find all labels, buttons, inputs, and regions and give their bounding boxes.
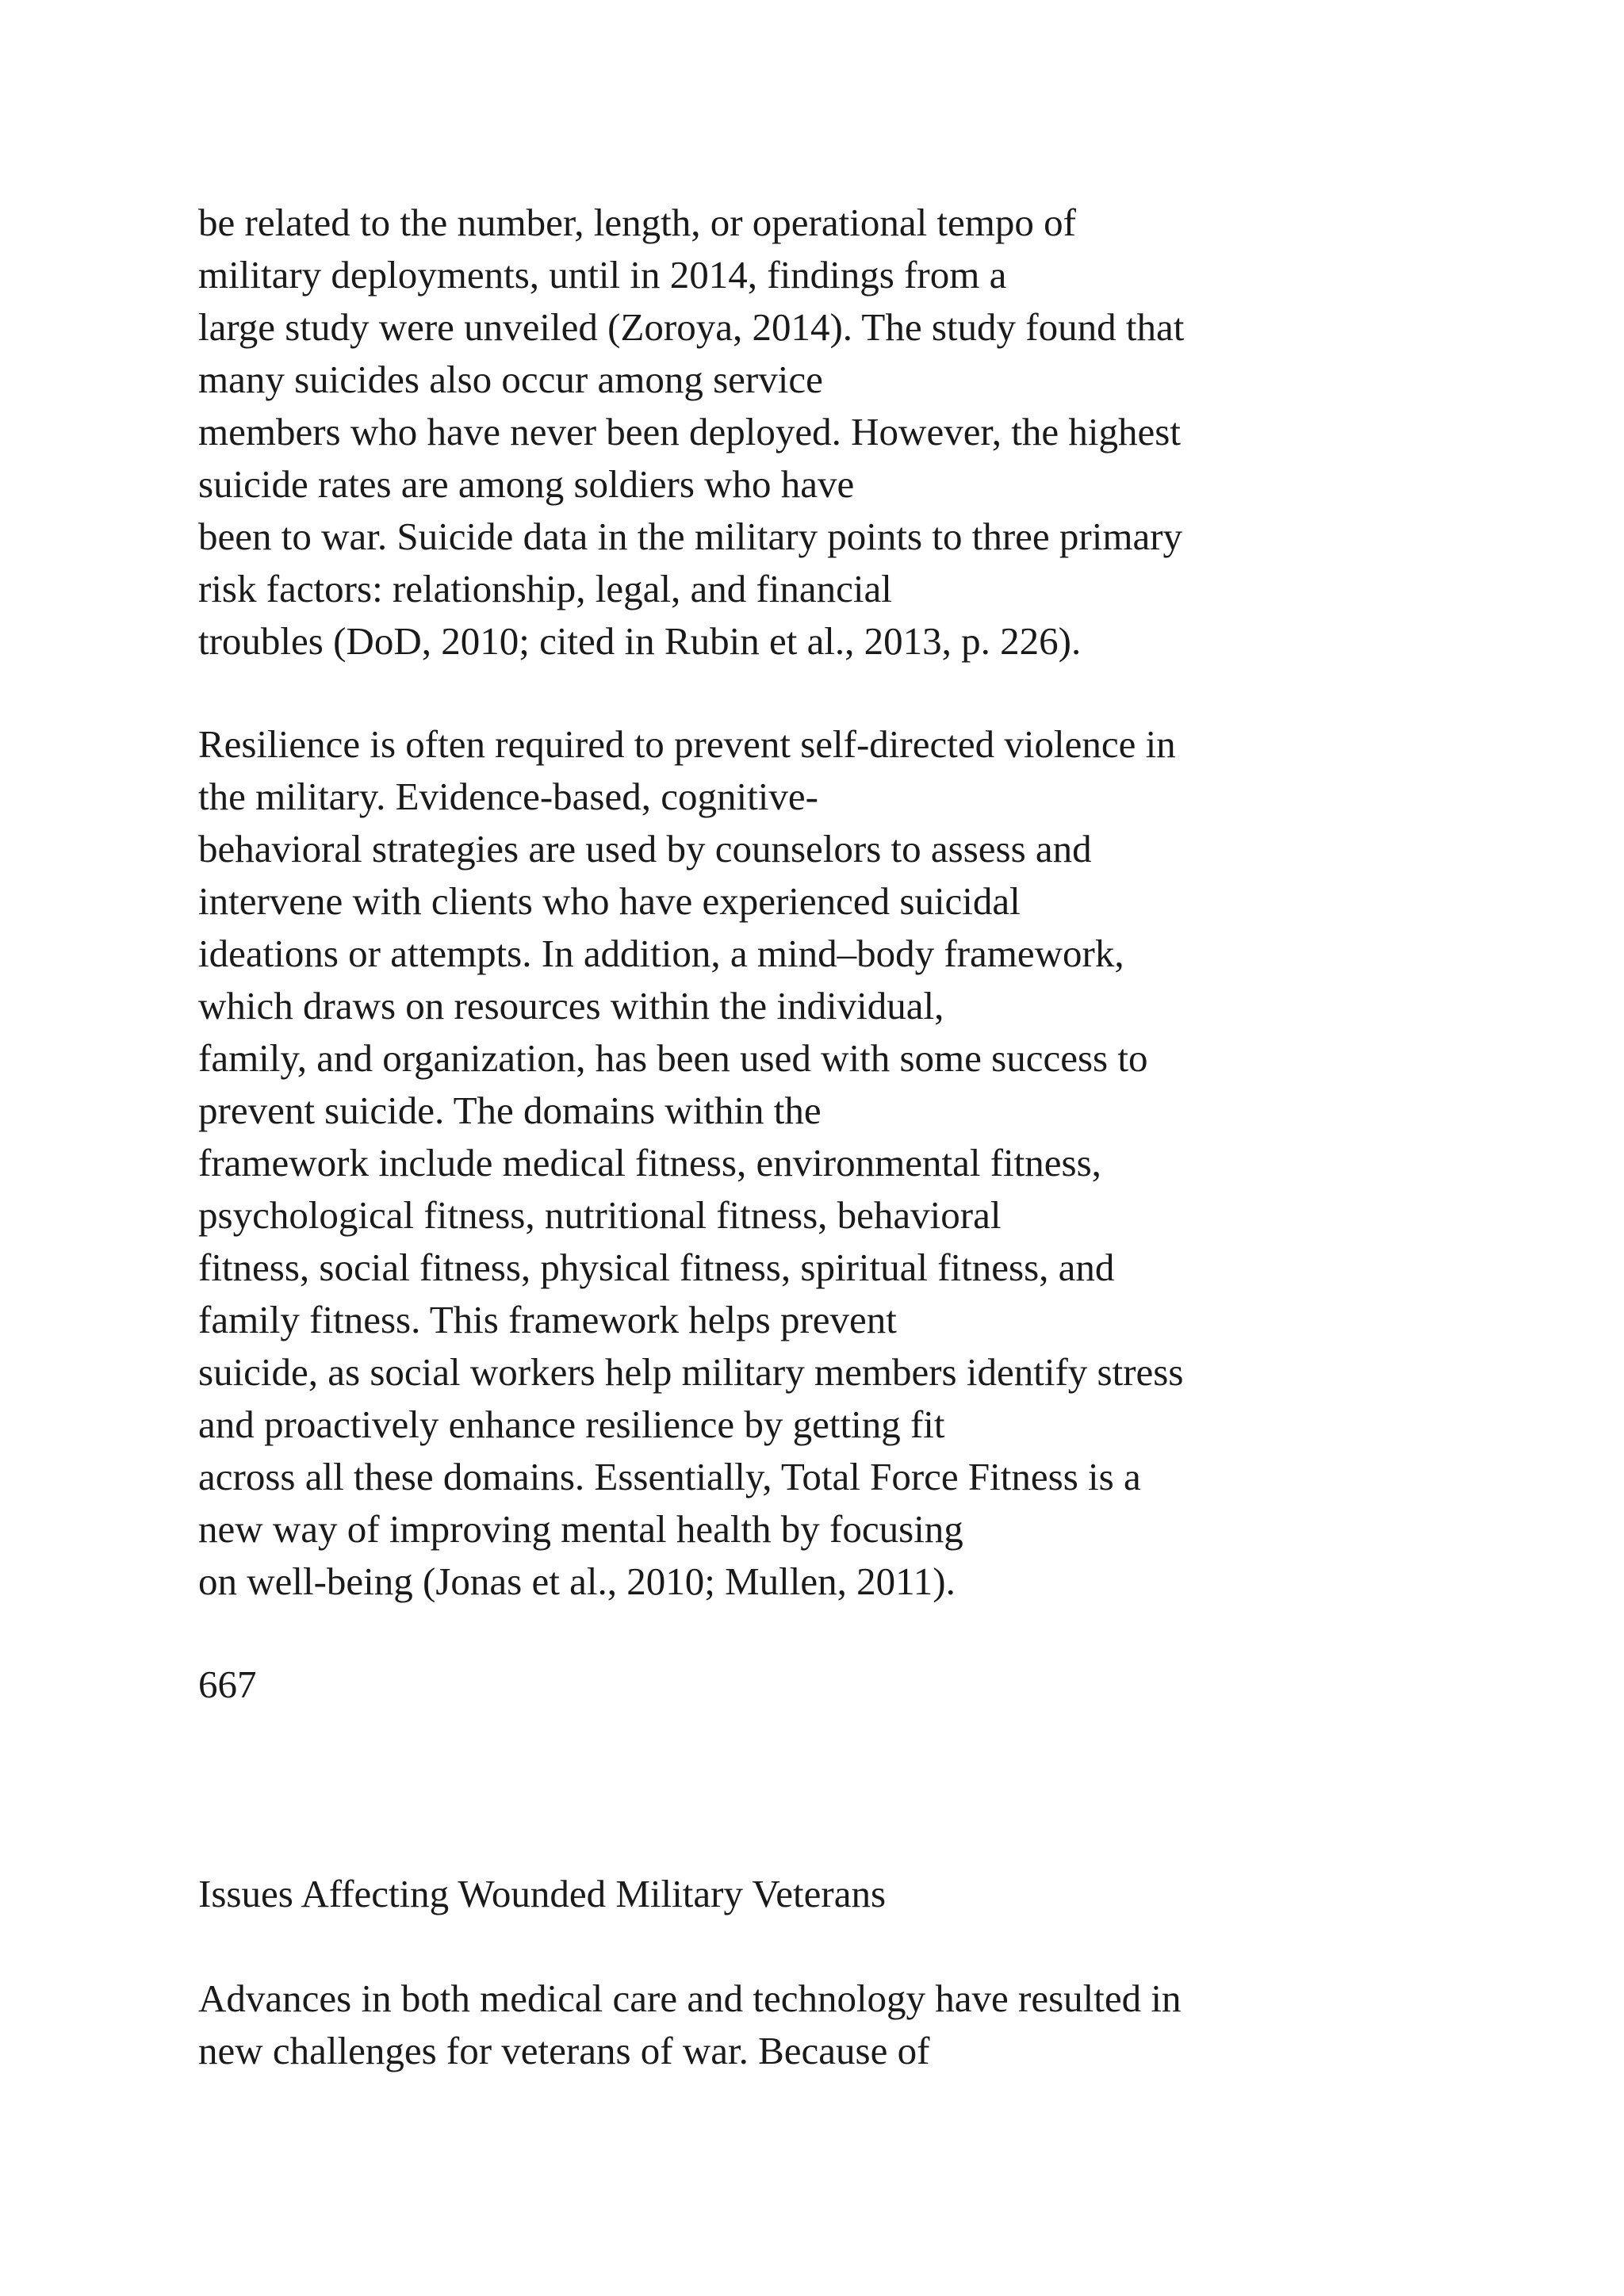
text-line: been to war. Suicide data in the military points to three primary [198,515,1183,558]
paragraph-wounded-veterans [198,1973,1546,2077]
text-line: prevent suicide. The domains within the [198,1089,822,1132]
text-line: be related to the number, length, or operational tempo of [198,201,1076,244]
text-line: on well-being (Jonas et al., 2010; Mullen, 2011). [198,1559,956,1603]
text-line: members who have never been deployed. However, the highest [198,410,1181,453]
text-line: suicide rates are among soldiers who have [198,462,855,506]
text-line: psychological fitness, nutritional fitness, behavioral [198,1193,1002,1237]
text-line: large study were unveiled (Zoroya, 2014). The study found that [198,305,1185,349]
text-line: military deployments, until in 2014, findings from a [198,253,1007,297]
text-line: the military. Evidence-based, cognitive- [198,775,818,818]
text-line: framework include medical fitness, environmental fitness, [198,1141,1101,1184]
page-number [198,1659,1546,1711]
text-line: behavioral strategies are used by counselors to assess and [198,827,1092,871]
section-heading-text: Issues Affecting Wounded Military Veterans [198,1872,887,1915]
text-line: and proactively enhance resilience by getting fit [198,1402,945,1446]
text-line: new challenges for veterans of war. Because of [198,2029,930,2072]
text-line: across all these domains. Essentially, Total Force Fitness is a [198,1455,1141,1498]
text-line: troubles (DoD, 2010; cited in Rubin et al., 2013, p. 226). [198,619,1082,663]
text-line: family, and organization, has been used with some success to [198,1036,1148,1080]
text-line: suicide, as social workers help military members identify stress [198,1350,1184,1394]
text-line: intervene with clients who have experienced suicidal [198,879,1021,923]
text-line: ideations or attempts. In addition, a mind–body framework, [198,932,1124,975]
paragraph-resilience-framework [198,718,1546,1608]
text-line: fitness, social fitness, physical fitness, spiritual fitness, and [198,1246,1115,1289]
text-line: Advances in both medical care and technology have resulted in [198,1976,1182,2020]
section-heading [198,1868,1546,1920]
text-line: Resilience is often required to prevent self-directed violence in [198,722,1176,766]
text-line: new way of improving mental health by focusing [198,1507,963,1551]
page-number-text: 667 [198,1663,257,1706]
text-line: risk factors: relationship, legal, and financial [198,567,892,610]
text-line: many suicides also occur among service [198,358,823,401]
paragraph-suicide-risk-factors [198,197,1546,668]
text-line: which draws on resources within the individual, [198,984,944,1027]
text-line: family fitness. This framework helps prevent [198,1298,897,1341]
